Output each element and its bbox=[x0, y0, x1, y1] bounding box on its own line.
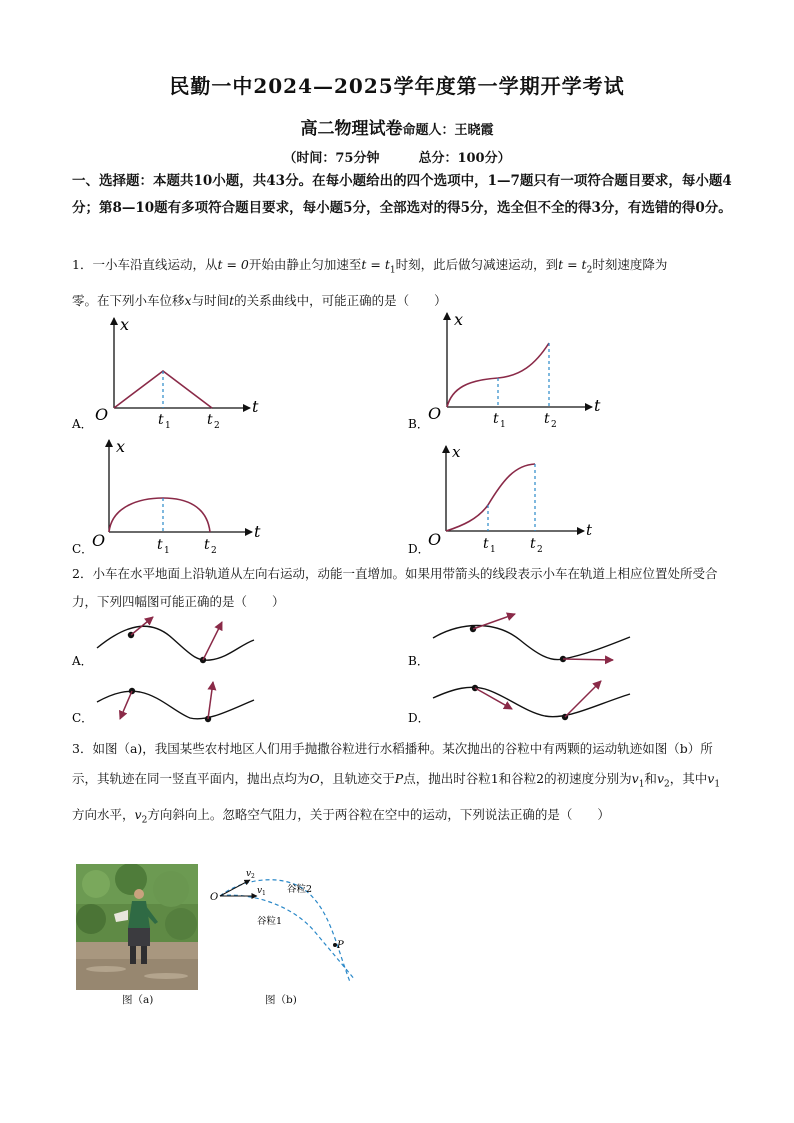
trajectory-figure bbox=[205, 862, 365, 987]
force-arrow bbox=[120, 691, 132, 719]
q3-o: O bbox=[309, 771, 320, 786]
t1-label: t bbox=[157, 537, 163, 553]
graph-b bbox=[428, 310, 601, 430]
axis-label-t: t bbox=[586, 521, 593, 539]
q1-part: 的关系曲线中，可能正确的是（ ） bbox=[234, 292, 447, 308]
q1-part: 时刻，此后做匀减速运动，到 bbox=[395, 257, 559, 272]
force-arrow bbox=[565, 681, 601, 717]
track-curve bbox=[97, 691, 254, 718]
q3-part: 点，抛出时谷粒1和谷粒2的初速度分别为 bbox=[403, 771, 632, 786]
q1-t: t bbox=[229, 292, 235, 308]
track-b bbox=[433, 614, 630, 662]
q3-p: P bbox=[394, 771, 404, 786]
q3-part: ，其中 bbox=[669, 771, 708, 786]
t1-label: t bbox=[493, 411, 499, 427]
q1-t2: t = t bbox=[558, 257, 587, 272]
farmer-photo bbox=[76, 864, 198, 990]
p-label: P bbox=[337, 940, 344, 951]
origin-label: O bbox=[428, 404, 442, 423]
q3-part: 和 bbox=[644, 771, 657, 786]
subtitle-text: 高二物理试卷 bbox=[300, 119, 403, 139]
grain1-label: 谷粒1 bbox=[257, 916, 283, 927]
t1-sub: 1 bbox=[490, 545, 496, 555]
q3-v2: v bbox=[656, 771, 664, 786]
question-3-text bbox=[72, 734, 727, 835]
force-arrow bbox=[563, 659, 613, 660]
question-2-text: 2．小车在水平地面上沿轨道从左向右运动，动能一直增加。如果用带箭头的线段表示小车在轨道上相应位置处所受合力，下列四幅图可能正确的是（ ） bbox=[72, 566, 718, 609]
track-a bbox=[97, 617, 254, 663]
q1-part: 开始由静止匀加速至 bbox=[248, 257, 362, 272]
q1-part: 1．一小车沿直线运动，从 bbox=[72, 257, 218, 272]
v2-label: v bbox=[246, 869, 252, 879]
axis-label-x: x bbox=[120, 315, 130, 334]
q3-sub: 2 bbox=[141, 815, 148, 825]
t2-sub: 2 bbox=[551, 420, 557, 430]
q3-part: ，且轨迹交于 bbox=[319, 771, 395, 786]
trajectory-2 bbox=[220, 880, 350, 982]
t1-label: t bbox=[158, 412, 164, 428]
option-a-label: A． bbox=[72, 417, 93, 431]
track-curve bbox=[433, 626, 630, 660]
t1-sub: 1 bbox=[500, 420, 506, 430]
time-info: （时间：75分钟 总分：100分） bbox=[283, 151, 511, 166]
graph-d bbox=[428, 443, 593, 555]
q1-part: 与时间 bbox=[191, 292, 230, 308]
origin-label: O bbox=[428, 530, 442, 549]
q1-part: 时刻速度降为 bbox=[592, 257, 668, 272]
curve bbox=[109, 498, 210, 532]
track-c bbox=[97, 682, 254, 722]
axis-label-t: t bbox=[252, 397, 259, 416]
caption-a: 图（a) bbox=[122, 994, 154, 1006]
caption-b: 图（b) bbox=[265, 994, 297, 1006]
t1-sub: 1 bbox=[164, 546, 170, 556]
force-arrow bbox=[203, 622, 222, 660]
graph-a bbox=[95, 315, 259, 431]
option-d-label: D． bbox=[408, 542, 430, 556]
q3-v2: v bbox=[134, 806, 142, 822]
exam-title: 民勤一中2024—2025学年度第一学期开学考试 bbox=[169, 74, 625, 98]
q1-part: 零。在下列小车位移 bbox=[72, 292, 185, 308]
axis-label-x: x bbox=[452, 443, 461, 461]
q1-t1: t = t bbox=[361, 257, 390, 272]
q1-t0: t = 0 bbox=[217, 257, 249, 272]
force-arrow bbox=[208, 682, 213, 719]
t2-label: t bbox=[204, 537, 210, 553]
q1-sub: 2 bbox=[586, 265, 593, 276]
farmer-photo-drawing bbox=[76, 864, 198, 990]
option-c-label: C． bbox=[72, 711, 94, 725]
axis-label-x: x bbox=[116, 437, 126, 456]
curve bbox=[446, 464, 535, 531]
track-curve bbox=[433, 687, 630, 716]
v1-label: v bbox=[257, 886, 263, 896]
q3-part: 方向斜向上。忽略空气阻力，关于两谷粒在空中的运动，下列说法正确的是（ ） bbox=[147, 806, 610, 822]
q3-part: 方向水平， bbox=[72, 806, 135, 822]
q3-sub: 2 bbox=[664, 779, 670, 790]
t2-label: t bbox=[530, 536, 536, 552]
t2-label: t bbox=[544, 411, 550, 427]
origin-label: O bbox=[210, 892, 219, 903]
q3-sub: 1 bbox=[714, 779, 721, 790]
v2-sub: 2 bbox=[251, 873, 255, 880]
axis-label-x: x bbox=[454, 310, 464, 329]
grain2-label: 谷粒2 bbox=[287, 884, 313, 895]
q3-part: 3．如图（a)，我国某些农村地区人们用手抛撒谷粒进行水稻播种。某次抛出的谷粒中有两颗的运动轨迹如图（b）所示，其轨迹在同一竖直平面内，抛出点均为 bbox=[72, 741, 713, 786]
t2-sub: 2 bbox=[211, 546, 217, 556]
t1-sub: 1 bbox=[165, 421, 171, 431]
v1-sub: 1 bbox=[262, 890, 266, 897]
q3-v1: v bbox=[707, 771, 715, 786]
v2-arrow bbox=[220, 880, 250, 896]
graph-c bbox=[92, 437, 261, 556]
origin-label: O bbox=[92, 531, 106, 550]
origin-label: O bbox=[95, 405, 109, 424]
q1-x: x bbox=[184, 292, 192, 308]
option-d-label: D． bbox=[408, 711, 430, 725]
section-intro: 一、选择题：本题共10小题，共43分。在每小题给出的四个选项中，1—7题只有一项符合题目要求，每小题4分；第8—10题有多项符合题目要求，每小题5分，全部选对的得5分，选全但不全的得3分，有选错的得0分。 bbox=[72, 173, 732, 216]
q1-sub: 1 bbox=[389, 265, 396, 276]
option-c-label: C． bbox=[72, 542, 94, 556]
t2-label: t bbox=[207, 412, 213, 428]
q3-sub: 1 bbox=[638, 779, 645, 790]
track-d bbox=[433, 681, 630, 720]
t2-sub: 2 bbox=[214, 421, 220, 431]
axis-label-t: t bbox=[594, 396, 601, 415]
t2-sub: 2 bbox=[537, 545, 543, 555]
option-b-label: B． bbox=[408, 417, 429, 431]
option-b-label: B． bbox=[408, 654, 429, 668]
q3-v1: v bbox=[631, 771, 639, 786]
track-curve bbox=[97, 626, 254, 660]
author-text: 命题人：王晓霞 bbox=[402, 123, 494, 138]
t1-label: t bbox=[483, 536, 489, 552]
axis-label-t: t bbox=[254, 522, 261, 541]
option-a-label: A． bbox=[72, 654, 93, 668]
